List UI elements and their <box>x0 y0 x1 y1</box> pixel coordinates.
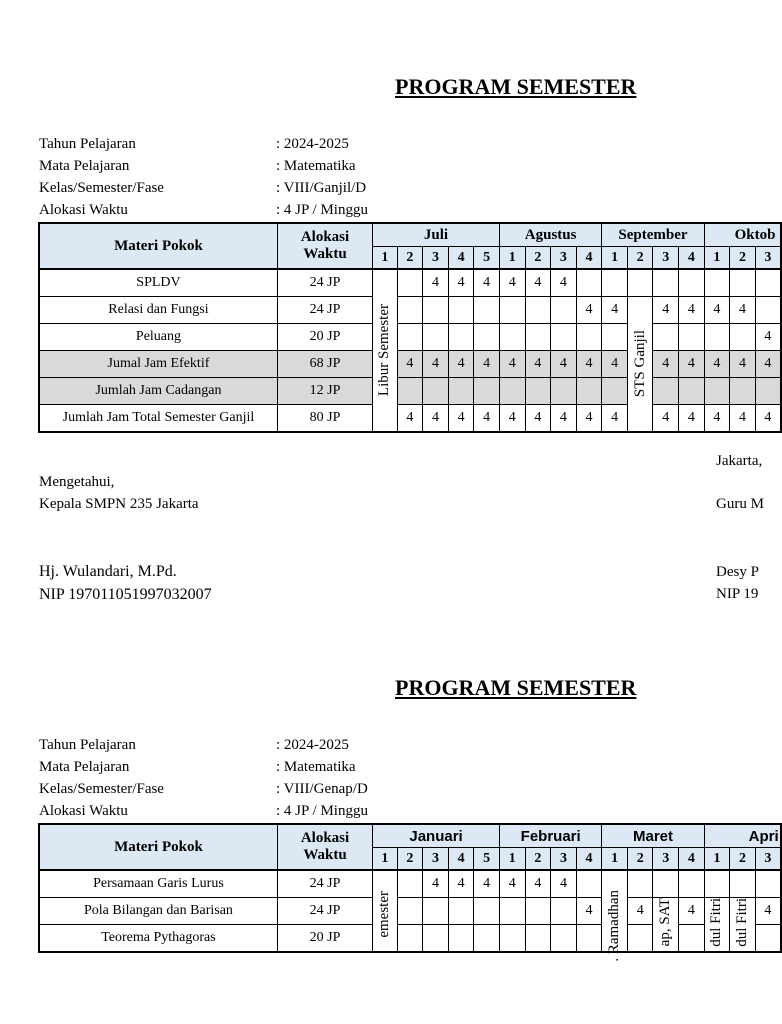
week-cell <box>551 378 577 405</box>
row-alokasi: 20 JP <box>277 925 372 953</box>
week-cell <box>397 870 423 898</box>
week-cell: 4 <box>653 297 679 324</box>
week-cell: 4 <box>423 269 449 297</box>
row-materi: Jumlah Jam Cadangan <box>39 378 277 405</box>
week-cell <box>499 378 525 405</box>
week-header: 1 <box>602 848 628 871</box>
meta-label: Alokasi Waktu <box>39 803 128 819</box>
week-cell: 4 <box>576 405 602 433</box>
row-materi: Peluang <box>39 324 277 351</box>
sign-principal-title: Kepala SMPN 235 Jakarta <box>39 496 199 512</box>
libur-semester-label: Libur Semester <box>376 304 393 397</box>
week-cell <box>525 898 551 925</box>
week-cell <box>679 378 705 405</box>
week-header: 5 <box>474 247 500 270</box>
week-cell: 4 <box>551 351 577 378</box>
week-cell <box>679 925 705 953</box>
row-alokasi: 24 JP <box>277 297 372 324</box>
week-header: 2 <box>730 848 756 871</box>
week-header: 1 <box>704 247 730 270</box>
row-materi: Pola Bilangan dan Barisan <box>39 898 277 925</box>
week-cell <box>448 925 474 953</box>
week-cell <box>627 870 653 898</box>
week-cell <box>755 870 781 898</box>
week-cell: 4 <box>474 870 500 898</box>
week-cell <box>679 870 705 898</box>
meta-label: Mata Pelajaran <box>39 158 130 174</box>
week-cell <box>525 378 551 405</box>
week-header: 2 <box>397 848 423 871</box>
meta-label: Mata Pelajaran <box>39 759 130 775</box>
week-cell <box>474 378 500 405</box>
week-header: 4 <box>679 848 705 871</box>
week-header: 3 <box>423 247 449 270</box>
header-alokasi-1: Alokasi <box>300 229 350 245</box>
week-cell: 4 <box>679 351 705 378</box>
week-cell <box>576 269 602 297</box>
week-cell: 4 <box>602 297 628 324</box>
week-cell <box>730 269 756 297</box>
week-cell <box>423 925 449 953</box>
week-cell <box>653 870 679 898</box>
page-title: PROGRAM SEMESTER <box>395 675 637 700</box>
table-row <box>39 870 781 898</box>
sign-teacher-title: Guru M <box>716 496 764 512</box>
week-cell <box>499 297 525 324</box>
week-cell <box>730 870 756 898</box>
table-row <box>39 378 781 405</box>
week-cell <box>397 898 423 925</box>
week-cell: 4 <box>525 269 551 297</box>
week-header: 2 <box>730 247 756 270</box>
meta-value: : VIII/Genap/D <box>276 781 368 797</box>
header-materi: Materi Pokok <box>39 824 277 870</box>
meta-label: Kelas/Semester/Fase <box>39 180 164 196</box>
week-cell: 4 <box>499 351 525 378</box>
week-cell <box>423 297 449 324</box>
row-alokasi: 68 JP <box>277 351 372 378</box>
week-cell <box>525 324 551 351</box>
week-header: 1 <box>373 247 398 270</box>
week-cell <box>551 898 577 925</box>
week-cell <box>423 324 449 351</box>
week-cell: 4 <box>755 405 781 433</box>
sts-ganjil-cell <box>627 297 653 433</box>
meta-value: : 2024-2025 <box>276 737 349 753</box>
row-materi: SPLDV <box>39 269 277 297</box>
week-cell: 4 <box>679 898 705 925</box>
week-cell: 4 <box>653 351 679 378</box>
libur-semester-cell <box>373 269 398 432</box>
month-header: Juli <box>373 223 500 247</box>
week-cell: 4 <box>499 269 525 297</box>
week-cell: 4 <box>423 870 449 898</box>
sign-acknowledged: Mengetahui, <box>39 474 115 490</box>
row-alokasi: 24 JP <box>277 269 372 297</box>
week-cell: 4 <box>499 405 525 433</box>
week-cell: 4 <box>474 405 500 433</box>
sts-ganjil-gap-cell <box>627 269 653 297</box>
week-header: 1 <box>704 848 730 871</box>
week-header: 4 <box>576 247 602 270</box>
row-materi: Jumal Jam Efektif <box>39 351 277 378</box>
week-cell <box>500 898 526 925</box>
week-header: 2 <box>627 848 653 871</box>
week-cell <box>551 297 577 324</box>
week-header: 4 <box>448 848 474 871</box>
week-header: 1 <box>373 848 398 871</box>
table-row <box>39 269 781 297</box>
table-row <box>39 351 781 378</box>
row-materi: Teorema Pythagoras <box>39 925 277 953</box>
week-cell <box>755 297 781 324</box>
week-cell <box>576 870 602 898</box>
table-row <box>39 405 781 433</box>
week-cell <box>653 378 679 405</box>
week-cell <box>679 324 705 351</box>
week-header: 3 <box>551 848 577 871</box>
week-cell <box>474 898 500 925</box>
vertical-label-cell <box>602 870 628 962</box>
row-materi: Jumlah Jam Total Semester Ganjil <box>39 405 277 433</box>
week-header: 1 <box>602 247 628 270</box>
week-header: 3 <box>755 247 781 270</box>
semester-table-genap <box>38 823 782 962</box>
meta-label: Alokasi Waktu <box>39 202 128 218</box>
header-alokasi-2: Waktu <box>303 246 347 262</box>
week-cell <box>397 269 423 297</box>
week-cell <box>397 925 423 953</box>
week-header: 4 <box>448 247 474 270</box>
libur-semester-label: emester <box>376 891 393 938</box>
week-cell: 4 <box>551 269 577 297</box>
week-header: 1 <box>499 247 525 270</box>
week-cell <box>525 925 551 953</box>
week-header: 1 <box>500 848 526 871</box>
week-header: 4 <box>576 848 602 871</box>
week-cell <box>653 269 679 297</box>
week-cell: 4 <box>525 870 551 898</box>
meta-values <box>276 734 368 822</box>
vertical-label-cell <box>704 898 730 953</box>
week-cell <box>755 925 781 953</box>
week-cell: 4 <box>423 351 449 378</box>
sign-place-date: Jakarta, <box>716 453 763 469</box>
week-cell <box>679 269 705 297</box>
week-cell <box>576 324 602 351</box>
sts-ganjil-label: STS Ganjil <box>631 330 648 398</box>
week-cell <box>627 925 653 953</box>
week-header: 3 <box>653 848 679 871</box>
row-alokasi: 24 JP <box>277 870 372 898</box>
week-cell: 4 <box>525 351 551 378</box>
week-cell <box>448 297 474 324</box>
week-cell <box>397 324 423 351</box>
week-cell <box>448 898 474 925</box>
week-cell <box>704 870 730 898</box>
week-cell: 4 <box>525 405 551 433</box>
vertical-label: . Ramadhan <box>606 890 623 962</box>
vertical-label: dul Fitri <box>708 898 725 947</box>
page-title: PROGRAM SEMESTER <box>395 74 637 99</box>
month-header: Agustus <box>499 223 601 247</box>
week-cell: 4 <box>730 351 756 378</box>
meta-values <box>276 133 368 221</box>
header-alokasi-2: Waktu <box>303 847 347 863</box>
week-header: 5 <box>474 848 500 871</box>
week-cell <box>704 378 730 405</box>
meta-value: : Matematika <box>276 158 356 174</box>
week-cell <box>525 297 551 324</box>
week-cell: 4 <box>730 405 756 433</box>
week-cell: 4 <box>448 405 474 433</box>
week-cell: 4 <box>474 269 500 297</box>
week-cell: 4 <box>704 405 730 433</box>
week-cell: 4 <box>448 351 474 378</box>
week-cell <box>602 324 628 351</box>
row-alokasi: 12 JP <box>277 378 372 405</box>
week-cell <box>730 378 756 405</box>
week-cell <box>602 269 628 297</box>
week-cell: 4 <box>602 351 628 378</box>
week-cell: 4 <box>602 405 628 433</box>
week-cell: 4 <box>627 898 653 925</box>
row-alokasi: 20 JP <box>277 324 372 351</box>
month-header: Januari <box>373 824 500 848</box>
week-cell <box>397 297 423 324</box>
month-header: Apri <box>704 824 781 848</box>
header-materi: Materi Pokok <box>39 223 277 269</box>
week-header: 3 <box>653 247 679 270</box>
week-cell <box>397 378 423 405</box>
week-cell <box>448 378 474 405</box>
week-cell: 4 <box>551 870 577 898</box>
meta-value: : 4 JP / Minggu <box>276 803 368 819</box>
row-alokasi: 24 JP <box>277 898 372 925</box>
week-header: 2 <box>525 247 551 270</box>
week-header: 2 <box>627 247 653 270</box>
week-cell: 4 <box>551 405 577 433</box>
week-cell: 4 <box>704 297 730 324</box>
week-cell <box>576 378 602 405</box>
header-alokasi <box>277 223 372 269</box>
vertical-label-cell <box>730 898 756 953</box>
table-row <box>39 297 781 324</box>
meta-labels <box>39 133 164 221</box>
header-alokasi <box>277 824 372 870</box>
week-cell <box>423 898 449 925</box>
week-cell <box>755 378 781 405</box>
week-cell: 4 <box>576 351 602 378</box>
week-cell <box>755 269 781 297</box>
week-cell <box>653 324 679 351</box>
week-cell: 4 <box>755 351 781 378</box>
vertical-label: dul Fitri <box>734 898 751 947</box>
row-alokasi: 80 JP <box>277 405 372 433</box>
sign-teacher-nip: NIP 19 <box>716 586 759 602</box>
week-cell <box>704 269 730 297</box>
week-cell <box>500 925 526 953</box>
meta-label: Tahun Pelajaran <box>39 136 136 152</box>
week-cell: 4 <box>397 351 423 378</box>
week-cell <box>576 925 602 953</box>
week-cell: 4 <box>730 297 756 324</box>
month-header: September <box>602 223 704 247</box>
week-cell <box>704 324 730 351</box>
meta-labels <box>39 734 164 822</box>
meta-value: : VIII/Ganjil/D <box>276 180 367 196</box>
week-cell <box>423 378 449 405</box>
week-cell: 4 <box>576 297 602 324</box>
week-cell: 4 <box>679 405 705 433</box>
week-cell: 4 <box>448 870 474 898</box>
week-cell: 4 <box>755 324 781 351</box>
week-cell <box>474 297 500 324</box>
week-cell: 4 <box>474 351 500 378</box>
vertical-label: ap, SAT <box>657 898 674 947</box>
table-row <box>39 898 781 925</box>
sign-principal-name: Hj. Wulandari, M.Pd. <box>39 563 177 580</box>
vertical-label-cell <box>653 898 679 953</box>
week-header: 2 <box>397 247 423 270</box>
week-cell: 4 <box>679 297 705 324</box>
row-materi: Persamaan Garis Lurus <box>39 870 277 898</box>
week-cell <box>499 324 525 351</box>
week-cell <box>602 378 628 405</box>
semester-table-ganjil <box>38 222 782 433</box>
week-cell: 4 <box>755 898 781 925</box>
meta-label: Tahun Pelajaran <box>39 737 136 753</box>
table-row <box>39 324 781 351</box>
week-header: 3 <box>423 848 449 871</box>
week-cell: 4 <box>397 405 423 433</box>
sign-principal-nip: NIP 197011051997032007 <box>39 586 212 603</box>
week-cell: 4 <box>576 898 602 925</box>
week-cell <box>448 324 474 351</box>
week-cell: 4 <box>500 870 526 898</box>
meta-label: Kelas/Semester/Fase <box>39 781 164 797</box>
libur-semester-cell <box>373 870 398 952</box>
meta-value: : Matematika <box>276 759 356 775</box>
week-header: 4 <box>679 247 705 270</box>
meta-value: : 2024-2025 <box>276 136 349 152</box>
month-header: Oktob <box>704 223 781 247</box>
month-header: Maret <box>602 824 704 848</box>
week-cell: 4 <box>423 405 449 433</box>
week-cell <box>730 324 756 351</box>
week-cell <box>474 324 500 351</box>
week-cell <box>551 324 577 351</box>
week-header: 2 <box>525 848 551 871</box>
week-header: 3 <box>551 247 577 270</box>
week-cell <box>551 925 577 953</box>
week-cell: 4 <box>704 351 730 378</box>
row-materi: Relasi dan Fungsi <box>39 297 277 324</box>
week-cell <box>474 925 500 953</box>
sign-teacher-name: Desy P <box>716 564 759 580</box>
week-cell: 4 <box>448 269 474 297</box>
week-cell: 4 <box>653 405 679 433</box>
header-alokasi-1: Alokasi <box>300 830 350 846</box>
meta-value: : 4 JP / Minggu <box>276 202 368 218</box>
month-header: Februari <box>500 824 602 848</box>
week-header: 3 <box>755 848 781 871</box>
